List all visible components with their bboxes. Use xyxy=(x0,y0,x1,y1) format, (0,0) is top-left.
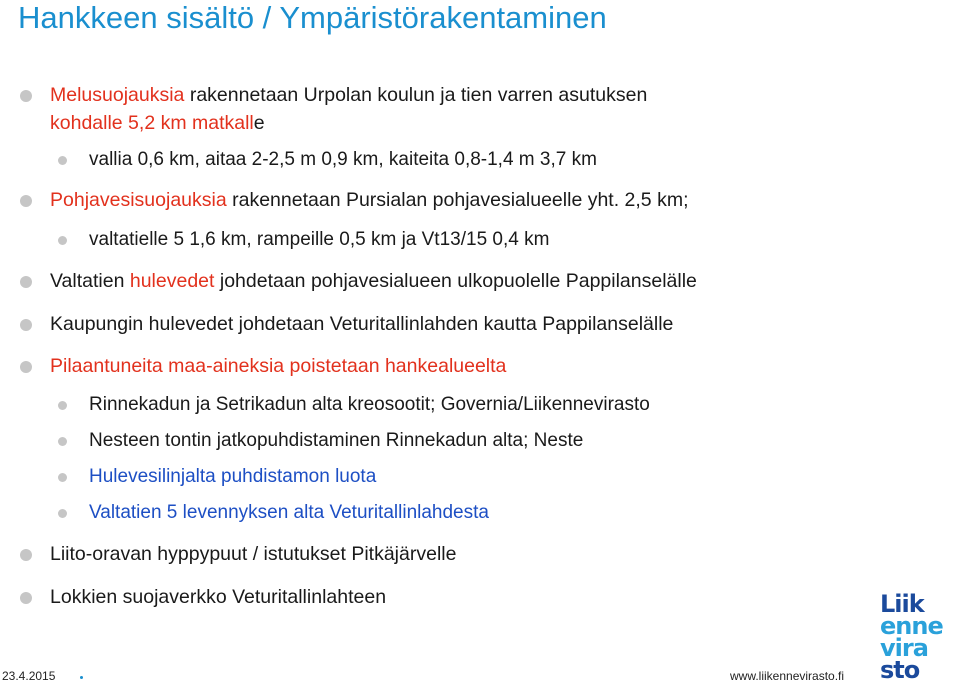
bullet-text: Rinnekadun ja Setrikadun alta kreosootit; Governia/Liikennevirasto xyxy=(89,394,650,415)
bullet-dot xyxy=(20,361,32,373)
bullet-item xyxy=(50,543,456,566)
bullet-text: rakennetaan Urpolan koulun ja tien varren asutuksen xyxy=(184,84,648,106)
bullet-text: Liito-oravan hyppypuut / istutukset Pitkäjärvelle xyxy=(50,543,457,565)
bullet-dot xyxy=(20,90,32,102)
bullet-text: rakennetaan Pursialan pohjavesialueelle yht. 2,5 km; xyxy=(226,189,689,211)
logo-text-line: sto xyxy=(880,656,920,684)
bullet-item xyxy=(89,465,376,488)
logo-text-line: vira xyxy=(880,634,928,662)
bullet-item xyxy=(50,586,386,609)
bullet-dot xyxy=(20,549,32,561)
bullet-dot xyxy=(20,276,32,288)
bullet-dot xyxy=(20,319,32,331)
footer-separator-dot xyxy=(80,676,83,679)
bullet-text: Kaupungin hulevedet johdetaan Veturitallinlahden kautta Pappilanselälle xyxy=(50,313,674,335)
liikennevirasto-logo xyxy=(880,590,960,685)
page-title: Hankkeen sisältö / Ympäristörakentaminen xyxy=(18,0,607,35)
bullet-text: hulevedet xyxy=(129,270,215,292)
bullet-text: e xyxy=(253,112,265,134)
bullet-dot xyxy=(58,401,67,410)
bullet-dot xyxy=(58,156,67,165)
bullet-dot xyxy=(58,509,67,518)
bullet-text: Nesteen tontin jatkopuhdistaminen Rinnekadun alta; Neste xyxy=(89,430,584,451)
bullet-dot xyxy=(58,236,67,245)
bullet-text: johdetaan pohjavesialueen ulkopuolelle Pappilanselälle xyxy=(214,270,697,292)
bullet-text: valtatielle 5 1,6 km, rampeille 0,5 km ja Vt13/15 0,4 km xyxy=(89,229,550,250)
bullet-item xyxy=(89,148,597,171)
bullet-item xyxy=(50,355,506,378)
bullet-text: Pohjavesisuojauksia xyxy=(50,189,227,211)
bullet-dot xyxy=(20,195,32,207)
bullet-item xyxy=(50,112,265,135)
bullet-item xyxy=(50,84,647,107)
logo-text-line: Liik xyxy=(880,590,924,618)
bullet-item xyxy=(89,429,583,452)
bullet-text: Lokkien suojaverkko Veturitallinlahteen xyxy=(50,586,387,608)
bullet-item xyxy=(89,393,650,416)
bullet-dot xyxy=(58,437,67,446)
footer-date: 23.4.2015 xyxy=(2,669,56,683)
logo-text-line: enne xyxy=(880,612,943,640)
bullet-item xyxy=(50,313,673,336)
footer-url: www.liikennevirasto.fi xyxy=(730,669,845,683)
bullet-text: Pilaantuneita maa-aineksia poistetaan hankealueelta xyxy=(50,355,507,377)
bullet-item xyxy=(89,501,489,524)
bullet-text: vallia 0,6 km, aitaa 2-2,5 m 0,9 km, kaiteita 0,8-1,4 m 3,7 km xyxy=(89,149,597,170)
bullet-dot xyxy=(58,473,67,482)
bullet-dot xyxy=(20,592,32,604)
bullet-text: kohdalle 5,2 km matkall xyxy=(50,112,254,134)
bullet-text: Hulevesilinjalta puhdistamon luota xyxy=(89,466,377,487)
bullet-item xyxy=(89,228,549,251)
bullet-item xyxy=(50,270,697,293)
bullet-text: Valtatien xyxy=(50,270,130,292)
bullet-item xyxy=(50,189,689,212)
bullet-text: Valtatien 5 levennyksen alta Veturitallinlahdesta xyxy=(89,502,489,523)
bullet-text: Melusuojauksia xyxy=(50,84,185,106)
